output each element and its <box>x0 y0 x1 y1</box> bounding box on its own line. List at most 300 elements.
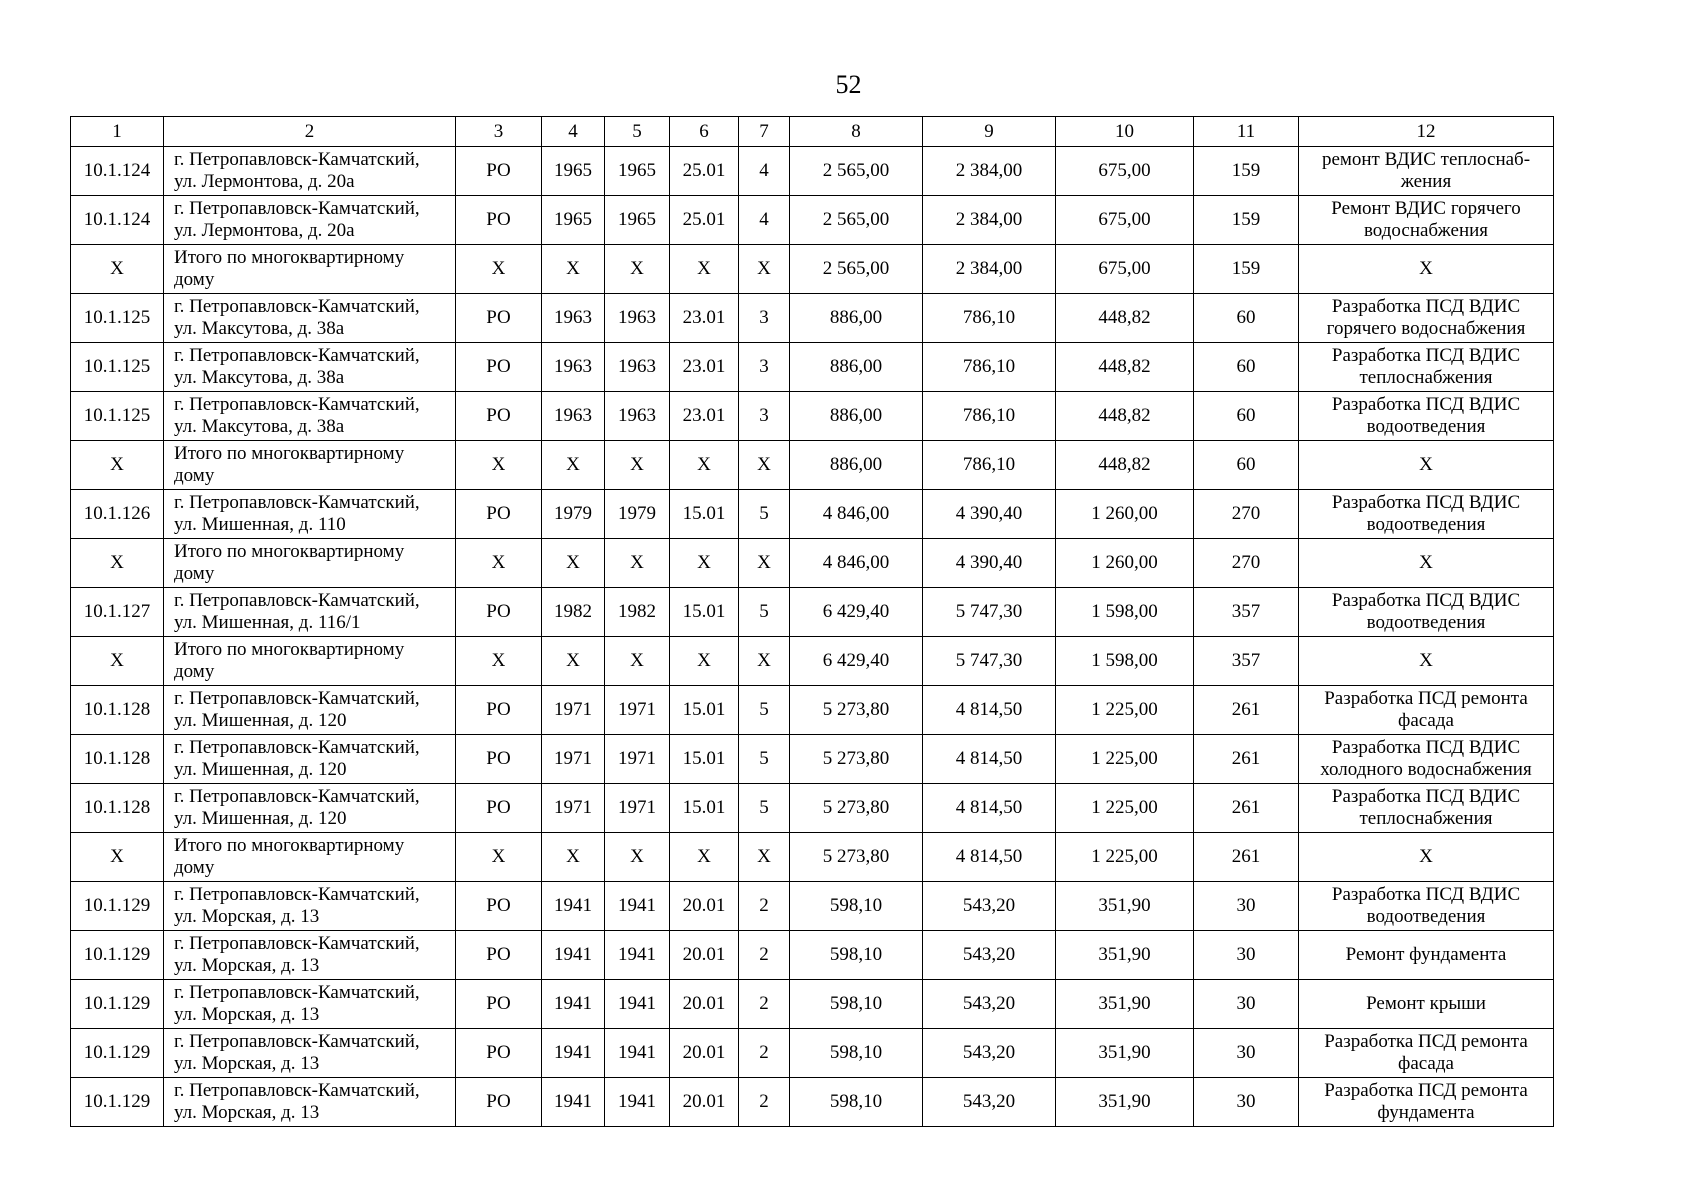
page-number: 52 <box>835 70 862 99</box>
build-year-cell: Х <box>542 833 605 882</box>
living-area-cell: 543,20 <box>923 1078 1056 1127</box>
commission-year-cell: 1941 <box>605 980 670 1029</box>
common-area-cell: 351,90 <box>1056 1078 1194 1127</box>
address-line: Итого по многоквартирному <box>174 639 405 660</box>
work-type-cell: Разработка ПСД ВДИС холодного водоснабжения <box>1299 735 1554 784</box>
address-line: дому <box>174 563 215 584</box>
wall-material-cell: 23.01 <box>670 343 739 392</box>
owner-method-cell: РО <box>456 294 542 343</box>
total-area-cell: 6 429,40 <box>790 637 923 686</box>
address-cell <box>164 588 456 637</box>
living-area-cell: 2 384,00 <box>923 147 1056 196</box>
floors-cell: 5 <box>739 686 790 735</box>
residents-cell: 261 <box>1194 784 1299 833</box>
build-year-cell: Х <box>542 637 605 686</box>
living-area-cell: 4 814,50 <box>923 735 1056 784</box>
work-type-cell: Ремонт фундамента <box>1299 931 1554 980</box>
address-line: ул. Мишенная, д. 116/1 <box>174 612 361 633</box>
commission-year-cell: 1941 <box>605 882 670 931</box>
address-line: ул. Морская, д. 13 <box>174 1102 320 1123</box>
wall-material-cell: Х <box>670 539 739 588</box>
item-number-cell: 10.1.129 <box>71 1078 164 1127</box>
item-number-cell: Х <box>71 539 164 588</box>
total-area-cell: 5 273,80 <box>790 784 923 833</box>
common-area-cell: 351,90 <box>1056 882 1194 931</box>
address-cell <box>164 539 456 588</box>
header-cell: 7 <box>739 117 790 147</box>
wall-material-cell: 20.01 <box>670 980 739 1029</box>
owner-method-cell: РО <box>456 931 542 980</box>
address-line: дому <box>174 465 215 486</box>
header-cell: 9 <box>923 117 1056 147</box>
floors-cell: 3 <box>739 392 790 441</box>
floors-cell: 5 <box>739 490 790 539</box>
address-line: ул. Морская, д. 13 <box>174 955 320 976</box>
address-cell <box>164 392 456 441</box>
header-cell: 12 <box>1299 117 1554 147</box>
build-year-cell: 1941 <box>542 882 605 931</box>
common-area-cell: 351,90 <box>1056 980 1194 1029</box>
residents-cell: 60 <box>1194 441 1299 490</box>
commission-year-cell: 1963 <box>605 343 670 392</box>
residents-cell: 30 <box>1194 1029 1299 1078</box>
build-year-cell: 1971 <box>542 686 605 735</box>
address-line: ул. Максутова, д. 38а <box>174 367 345 388</box>
commission-year-cell: 1971 <box>605 735 670 784</box>
common-area-cell: 448,82 <box>1056 392 1194 441</box>
commission-year-cell: 1963 <box>605 294 670 343</box>
living-area-cell: 543,20 <box>923 882 1056 931</box>
address-line: ул. Максутова, д. 38а <box>174 416 345 437</box>
commission-year-cell: 1941 <box>605 1078 670 1127</box>
owner-method-cell: РО <box>456 1029 542 1078</box>
address-line: ул. Морская, д. 13 <box>174 906 320 927</box>
floors-cell: Х <box>739 245 790 294</box>
address-line: г. Петропавловск-Камчатский, <box>174 345 420 366</box>
common-area-cell: 1 225,00 <box>1056 735 1194 784</box>
work-type-cell: Разработка ПСД ВДИС водоотведения <box>1299 392 1554 441</box>
table-row <box>71 147 1554 196</box>
table-row <box>71 1029 1554 1078</box>
work-type-cell: Разработка ПСД ВДИС водоотведения <box>1299 882 1554 931</box>
floors-cell: Х <box>739 441 790 490</box>
residents-cell: 261 <box>1194 735 1299 784</box>
living-area-cell: 543,20 <box>923 931 1056 980</box>
address-line: г. Петропавловск-Камчатский, <box>174 1080 420 1101</box>
work-type-cell: Разработка ПСД ВДИС горячего водоснабжения <box>1299 294 1554 343</box>
header-cell: 5 <box>605 117 670 147</box>
commission-year-cell: Х <box>605 245 670 294</box>
build-year-cell: Х <box>542 441 605 490</box>
owner-method-cell: РО <box>456 784 542 833</box>
total-area-cell: 2 565,00 <box>790 245 923 294</box>
address-line: Итого по многоквартирному <box>174 835 405 856</box>
address-line: г. Петропавловск-Камчатский, <box>174 149 420 170</box>
wall-material-cell: 15.01 <box>670 735 739 784</box>
commission-year-cell: 1965 <box>605 196 670 245</box>
commission-year-cell: Х <box>605 637 670 686</box>
residents-cell: 30 <box>1194 931 1299 980</box>
address-line: ул. Морская, д. 13 <box>174 1004 320 1025</box>
wall-material-cell: Х <box>670 637 739 686</box>
build-year-cell: 1979 <box>542 490 605 539</box>
common-area-cell: 448,82 <box>1056 343 1194 392</box>
residents-cell: 159 <box>1194 245 1299 294</box>
address-line: ул. Максутова, д. 38а <box>174 318 345 339</box>
work-type-cell: Х <box>1299 245 1554 294</box>
residents-cell: 30 <box>1194 1078 1299 1127</box>
build-year-cell: 1982 <box>542 588 605 637</box>
living-area-cell: 4 390,40 <box>923 539 1056 588</box>
commission-year-cell: 1941 <box>605 1029 670 1078</box>
floors-cell: 2 <box>739 1078 790 1127</box>
table-row <box>71 588 1554 637</box>
owner-method-cell: РО <box>456 980 542 1029</box>
work-type-cell: Разработка ПСД ремонта фасада <box>1299 686 1554 735</box>
table-row <box>71 686 1554 735</box>
wall-material-cell: 15.01 <box>670 490 739 539</box>
table-row <box>71 735 1554 784</box>
wall-material-cell: 20.01 <box>670 1078 739 1127</box>
address-line: г. Петропавловск-Камчатский, <box>174 394 420 415</box>
header-cell: 10 <box>1056 117 1194 147</box>
work-type-cell: Разработка ПСД ВДИС теплоснабжения <box>1299 784 1554 833</box>
owner-method-cell: РО <box>456 147 542 196</box>
item-number-cell: 10.1.125 <box>71 343 164 392</box>
owner-method-cell: РО <box>456 735 542 784</box>
build-year-cell: 1963 <box>542 343 605 392</box>
floors-cell: 3 <box>739 294 790 343</box>
common-area-cell: 1 598,00 <box>1056 588 1194 637</box>
living-area-cell: 4 814,50 <box>923 784 1056 833</box>
table-body <box>71 147 1554 1127</box>
work-type-cell: Х <box>1299 441 1554 490</box>
build-year-cell: 1941 <box>542 980 605 1029</box>
total-area-cell: 2 565,00 <box>790 196 923 245</box>
living-area-cell: 4 814,50 <box>923 833 1056 882</box>
header-cell: 8 <box>790 117 923 147</box>
address-line: г. Петропавловск-Камчатский, <box>174 590 420 611</box>
work-type-cell: Разработка ПСД ВДИС водоотведения <box>1299 490 1554 539</box>
item-number-cell: 10.1.125 <box>71 294 164 343</box>
work-type-cell: Разработка ПСД ремонта фасада <box>1299 1029 1554 1078</box>
address-line: ул. Лермонтова, д. 20а <box>174 220 355 241</box>
residents-cell: 261 <box>1194 833 1299 882</box>
commission-year-cell: 1971 <box>605 784 670 833</box>
floors-cell: 4 <box>739 196 790 245</box>
residents-cell: 357 <box>1194 637 1299 686</box>
wall-material-cell: 15.01 <box>670 686 739 735</box>
build-year-cell: Х <box>542 539 605 588</box>
owner-method-cell: РО <box>456 882 542 931</box>
address-line: ул. Мишенная, д. 120 <box>174 759 347 780</box>
common-area-cell: 675,00 <box>1056 196 1194 245</box>
total-area-cell: 2 565,00 <box>790 147 923 196</box>
common-area-cell: 1 225,00 <box>1056 784 1194 833</box>
address-cell <box>164 882 456 931</box>
address-cell <box>164 490 456 539</box>
commission-year-cell: 1982 <box>605 588 670 637</box>
living-area-cell: 2 384,00 <box>923 196 1056 245</box>
floors-cell: Х <box>739 539 790 588</box>
total-area-cell: 598,10 <box>790 980 923 1029</box>
living-area-cell: 786,10 <box>923 343 1056 392</box>
header-row <box>71 117 1554 147</box>
wall-material-cell: 20.01 <box>670 931 739 980</box>
floors-cell: 5 <box>739 588 790 637</box>
common-area-cell: 1 225,00 <box>1056 686 1194 735</box>
living-area-cell: 786,10 <box>923 294 1056 343</box>
item-number-cell: 10.1.127 <box>71 588 164 637</box>
build-year-cell: 1941 <box>542 1078 605 1127</box>
work-type-cell: Ремонт ВДИС горячего водоснабжения <box>1299 196 1554 245</box>
work-type-cell: Х <box>1299 833 1554 882</box>
owner-method-cell: РО <box>456 686 542 735</box>
common-area-cell: 1 260,00 <box>1056 490 1194 539</box>
total-area-cell: 598,10 <box>790 1078 923 1127</box>
table-row <box>71 539 1554 588</box>
residents-cell: 30 <box>1194 882 1299 931</box>
total-area-cell: 5 273,80 <box>790 735 923 784</box>
common-area-cell: 351,90 <box>1056 931 1194 980</box>
living-area-cell: 543,20 <box>923 980 1056 1029</box>
owner-method-cell: РО <box>456 588 542 637</box>
owner-method-cell: Х <box>456 245 542 294</box>
item-number-cell: 10.1.128 <box>71 686 164 735</box>
living-area-cell: 4 814,50 <box>923 686 1056 735</box>
address-cell <box>164 343 456 392</box>
commission-year-cell: Х <box>605 833 670 882</box>
item-number-cell: 10.1.124 <box>71 147 164 196</box>
floors-cell: 2 <box>739 1029 790 1078</box>
owner-method-cell: Х <box>456 833 542 882</box>
residents-cell: 60 <box>1194 392 1299 441</box>
address-line: Итого по многоквартирному <box>174 443 405 464</box>
work-type-cell: Х <box>1299 539 1554 588</box>
common-area-cell: 675,00 <box>1056 147 1194 196</box>
address-cell <box>164 1078 456 1127</box>
total-area-cell: 598,10 <box>790 1029 923 1078</box>
address-cell <box>164 931 456 980</box>
address-cell <box>164 735 456 784</box>
address-line: г. Петропавловск-Камчатский, <box>174 933 420 954</box>
owner-method-cell: Х <box>456 637 542 686</box>
total-area-cell: 886,00 <box>790 392 923 441</box>
work-type-cell: ремонт ВДИС теплоснаб-жения <box>1299 147 1554 196</box>
living-area-cell: 5 747,30 <box>923 588 1056 637</box>
owner-method-cell: Х <box>456 441 542 490</box>
table-row <box>71 980 1554 1029</box>
address-line: г. Петропавловск-Камчатский, <box>174 688 420 709</box>
living-area-cell: 786,10 <box>923 441 1056 490</box>
address-line: г. Петропавловск-Камчатский, <box>174 296 420 317</box>
total-area-cell: 598,10 <box>790 931 923 980</box>
floors-cell: 3 <box>739 343 790 392</box>
table-row <box>71 196 1554 245</box>
item-number-cell: Х <box>71 245 164 294</box>
common-area-cell: 1 225,00 <box>1056 833 1194 882</box>
total-area-cell: 6 429,40 <box>790 588 923 637</box>
living-area-cell: 4 390,40 <box>923 490 1056 539</box>
address-line: ул. Лермонтова, д. 20а <box>174 171 355 192</box>
address-line: г. Петропавловск-Камчатский, <box>174 492 420 513</box>
table-row <box>71 637 1554 686</box>
header-cell: 1 <box>71 117 164 147</box>
total-area-cell: 4 846,00 <box>790 490 923 539</box>
work-type-cell: Разработка ПСД ВДИС теплоснабжения <box>1299 343 1554 392</box>
table-row <box>71 294 1554 343</box>
commission-year-cell: 1941 <box>605 931 670 980</box>
residents-cell: 270 <box>1194 539 1299 588</box>
address-cell <box>164 294 456 343</box>
total-area-cell: 886,00 <box>790 294 923 343</box>
wall-material-cell: 20.01 <box>670 1029 739 1078</box>
commission-year-cell: Х <box>605 441 670 490</box>
owner-method-cell: РО <box>456 196 542 245</box>
wall-material-cell: Х <box>670 833 739 882</box>
work-type-cell: Х <box>1299 637 1554 686</box>
residents-cell: 60 <box>1194 343 1299 392</box>
wall-material-cell: 25.01 <box>670 196 739 245</box>
residents-cell: 159 <box>1194 147 1299 196</box>
floors-cell: 5 <box>739 735 790 784</box>
common-area-cell: 675,00 <box>1056 245 1194 294</box>
work-type-cell: Разработка ПСД ВДИС водоотведения <box>1299 588 1554 637</box>
owner-method-cell: Х <box>456 539 542 588</box>
build-year-cell: 1965 <box>542 147 605 196</box>
item-number-cell: 10.1.128 <box>71 784 164 833</box>
common-area-cell: 1 260,00 <box>1056 539 1194 588</box>
address-line: дому <box>174 661 215 682</box>
address-cell <box>164 980 456 1029</box>
floors-cell: 2 <box>739 882 790 931</box>
table-row <box>71 490 1554 539</box>
total-area-cell: 886,00 <box>790 441 923 490</box>
housing-register-table <box>70 116 1554 1127</box>
commission-year-cell: 1979 <box>605 490 670 539</box>
address-cell <box>164 833 456 882</box>
item-number-cell: 10.1.128 <box>71 735 164 784</box>
table-header <box>71 117 1554 147</box>
floors-cell: 5 <box>739 784 790 833</box>
address-line: г. Петропавловск-Камчатский, <box>174 737 420 758</box>
address-cell <box>164 196 456 245</box>
item-number-cell: 10.1.124 <box>71 196 164 245</box>
wall-material-cell: 15.01 <box>670 784 739 833</box>
header-cell: 3 <box>456 117 542 147</box>
build-year-cell: 1963 <box>542 392 605 441</box>
floors-cell: 2 <box>739 931 790 980</box>
address-cell <box>164 441 456 490</box>
residents-cell: 270 <box>1194 490 1299 539</box>
floors-cell: Х <box>739 637 790 686</box>
living-area-cell: 2 384,00 <box>923 245 1056 294</box>
address-line: г. Петропавловск-Камчатский, <box>174 198 420 219</box>
total-area-cell: 5 273,80 <box>790 686 923 735</box>
address-cell <box>164 784 456 833</box>
item-number-cell: 10.1.129 <box>71 931 164 980</box>
address-line: г. Петропавловск-Камчатский, <box>174 786 420 807</box>
owner-method-cell: РО <box>456 392 542 441</box>
owner-method-cell: РО <box>456 343 542 392</box>
address-line: Итого по многоквартирному <box>174 541 405 562</box>
address-line: г. Петропавловск-Камчатский, <box>174 982 420 1003</box>
address-cell <box>164 686 456 735</box>
address-cell <box>164 1029 456 1078</box>
address-cell <box>164 637 456 686</box>
floors-cell: Х <box>739 833 790 882</box>
item-number-cell: Х <box>71 441 164 490</box>
common-area-cell: 1 598,00 <box>1056 637 1194 686</box>
header-cell: 11 <box>1194 117 1299 147</box>
build-year-cell: Х <box>542 245 605 294</box>
address-line: ул. Мишенная, д. 120 <box>174 710 347 731</box>
item-number-cell: 10.1.129 <box>71 1029 164 1078</box>
address-line: дому <box>174 269 215 290</box>
commission-year-cell: Х <box>605 539 670 588</box>
build-year-cell: 1971 <box>542 784 605 833</box>
table-row <box>71 784 1554 833</box>
residents-cell: 261 <box>1194 686 1299 735</box>
address-line: г. Петропавловск-Камчатский, <box>174 884 420 905</box>
owner-method-cell: РО <box>456 490 542 539</box>
item-number-cell: 10.1.129 <box>71 980 164 1029</box>
wall-material-cell: 15.01 <box>670 588 739 637</box>
address-line: ул. Мишенная, д. 120 <box>174 808 347 829</box>
living-area-cell: 543,20 <box>923 1029 1056 1078</box>
table-row <box>71 245 1554 294</box>
owner-method-cell: РО <box>456 1078 542 1127</box>
build-year-cell: 1941 <box>542 1029 605 1078</box>
header-cell: 2 <box>164 117 456 147</box>
address-cell <box>164 147 456 196</box>
address-line: г. Петропавловск-Камчатский, <box>174 1031 420 1052</box>
wall-material-cell: Х <box>670 441 739 490</box>
build-year-cell: 1963 <box>542 294 605 343</box>
total-area-cell: 5 273,80 <box>790 833 923 882</box>
wall-material-cell: 25.01 <box>670 147 739 196</box>
item-number-cell: Х <box>71 833 164 882</box>
residents-cell: 357 <box>1194 588 1299 637</box>
address-line: ул. Мишенная, д. 110 <box>174 514 346 535</box>
commission-year-cell: 1963 <box>605 392 670 441</box>
common-area-cell: 448,82 <box>1056 294 1194 343</box>
build-year-cell: 1971 <box>542 735 605 784</box>
build-year-cell: 1965 <box>542 196 605 245</box>
item-number-cell: 10.1.126 <box>71 490 164 539</box>
address-line: дому <box>174 857 215 878</box>
item-number-cell: 10.1.129 <box>71 882 164 931</box>
work-type-cell: Ремонт крыши <box>1299 980 1554 1029</box>
commission-year-cell: 1965 <box>605 147 670 196</box>
table-row <box>71 1078 1554 1127</box>
work-type-cell: Разработка ПСД ремонта фундамента <box>1299 1078 1554 1127</box>
address-line: ул. Морская, д. 13 <box>174 1053 320 1074</box>
total-area-cell: 886,00 <box>790 343 923 392</box>
address-line: Итого по многоквартирному <box>174 247 405 268</box>
residents-cell: 60 <box>1194 294 1299 343</box>
table-row <box>71 931 1554 980</box>
table-row <box>71 882 1554 931</box>
header-cell: 6 <box>670 117 739 147</box>
build-year-cell: 1941 <box>542 931 605 980</box>
wall-material-cell: 23.01 <box>670 392 739 441</box>
floors-cell: 4 <box>739 147 790 196</box>
wall-material-cell: 20.01 <box>670 882 739 931</box>
common-area-cell: 351,90 <box>1056 1029 1194 1078</box>
commission-year-cell: 1971 <box>605 686 670 735</box>
table-row <box>71 441 1554 490</box>
